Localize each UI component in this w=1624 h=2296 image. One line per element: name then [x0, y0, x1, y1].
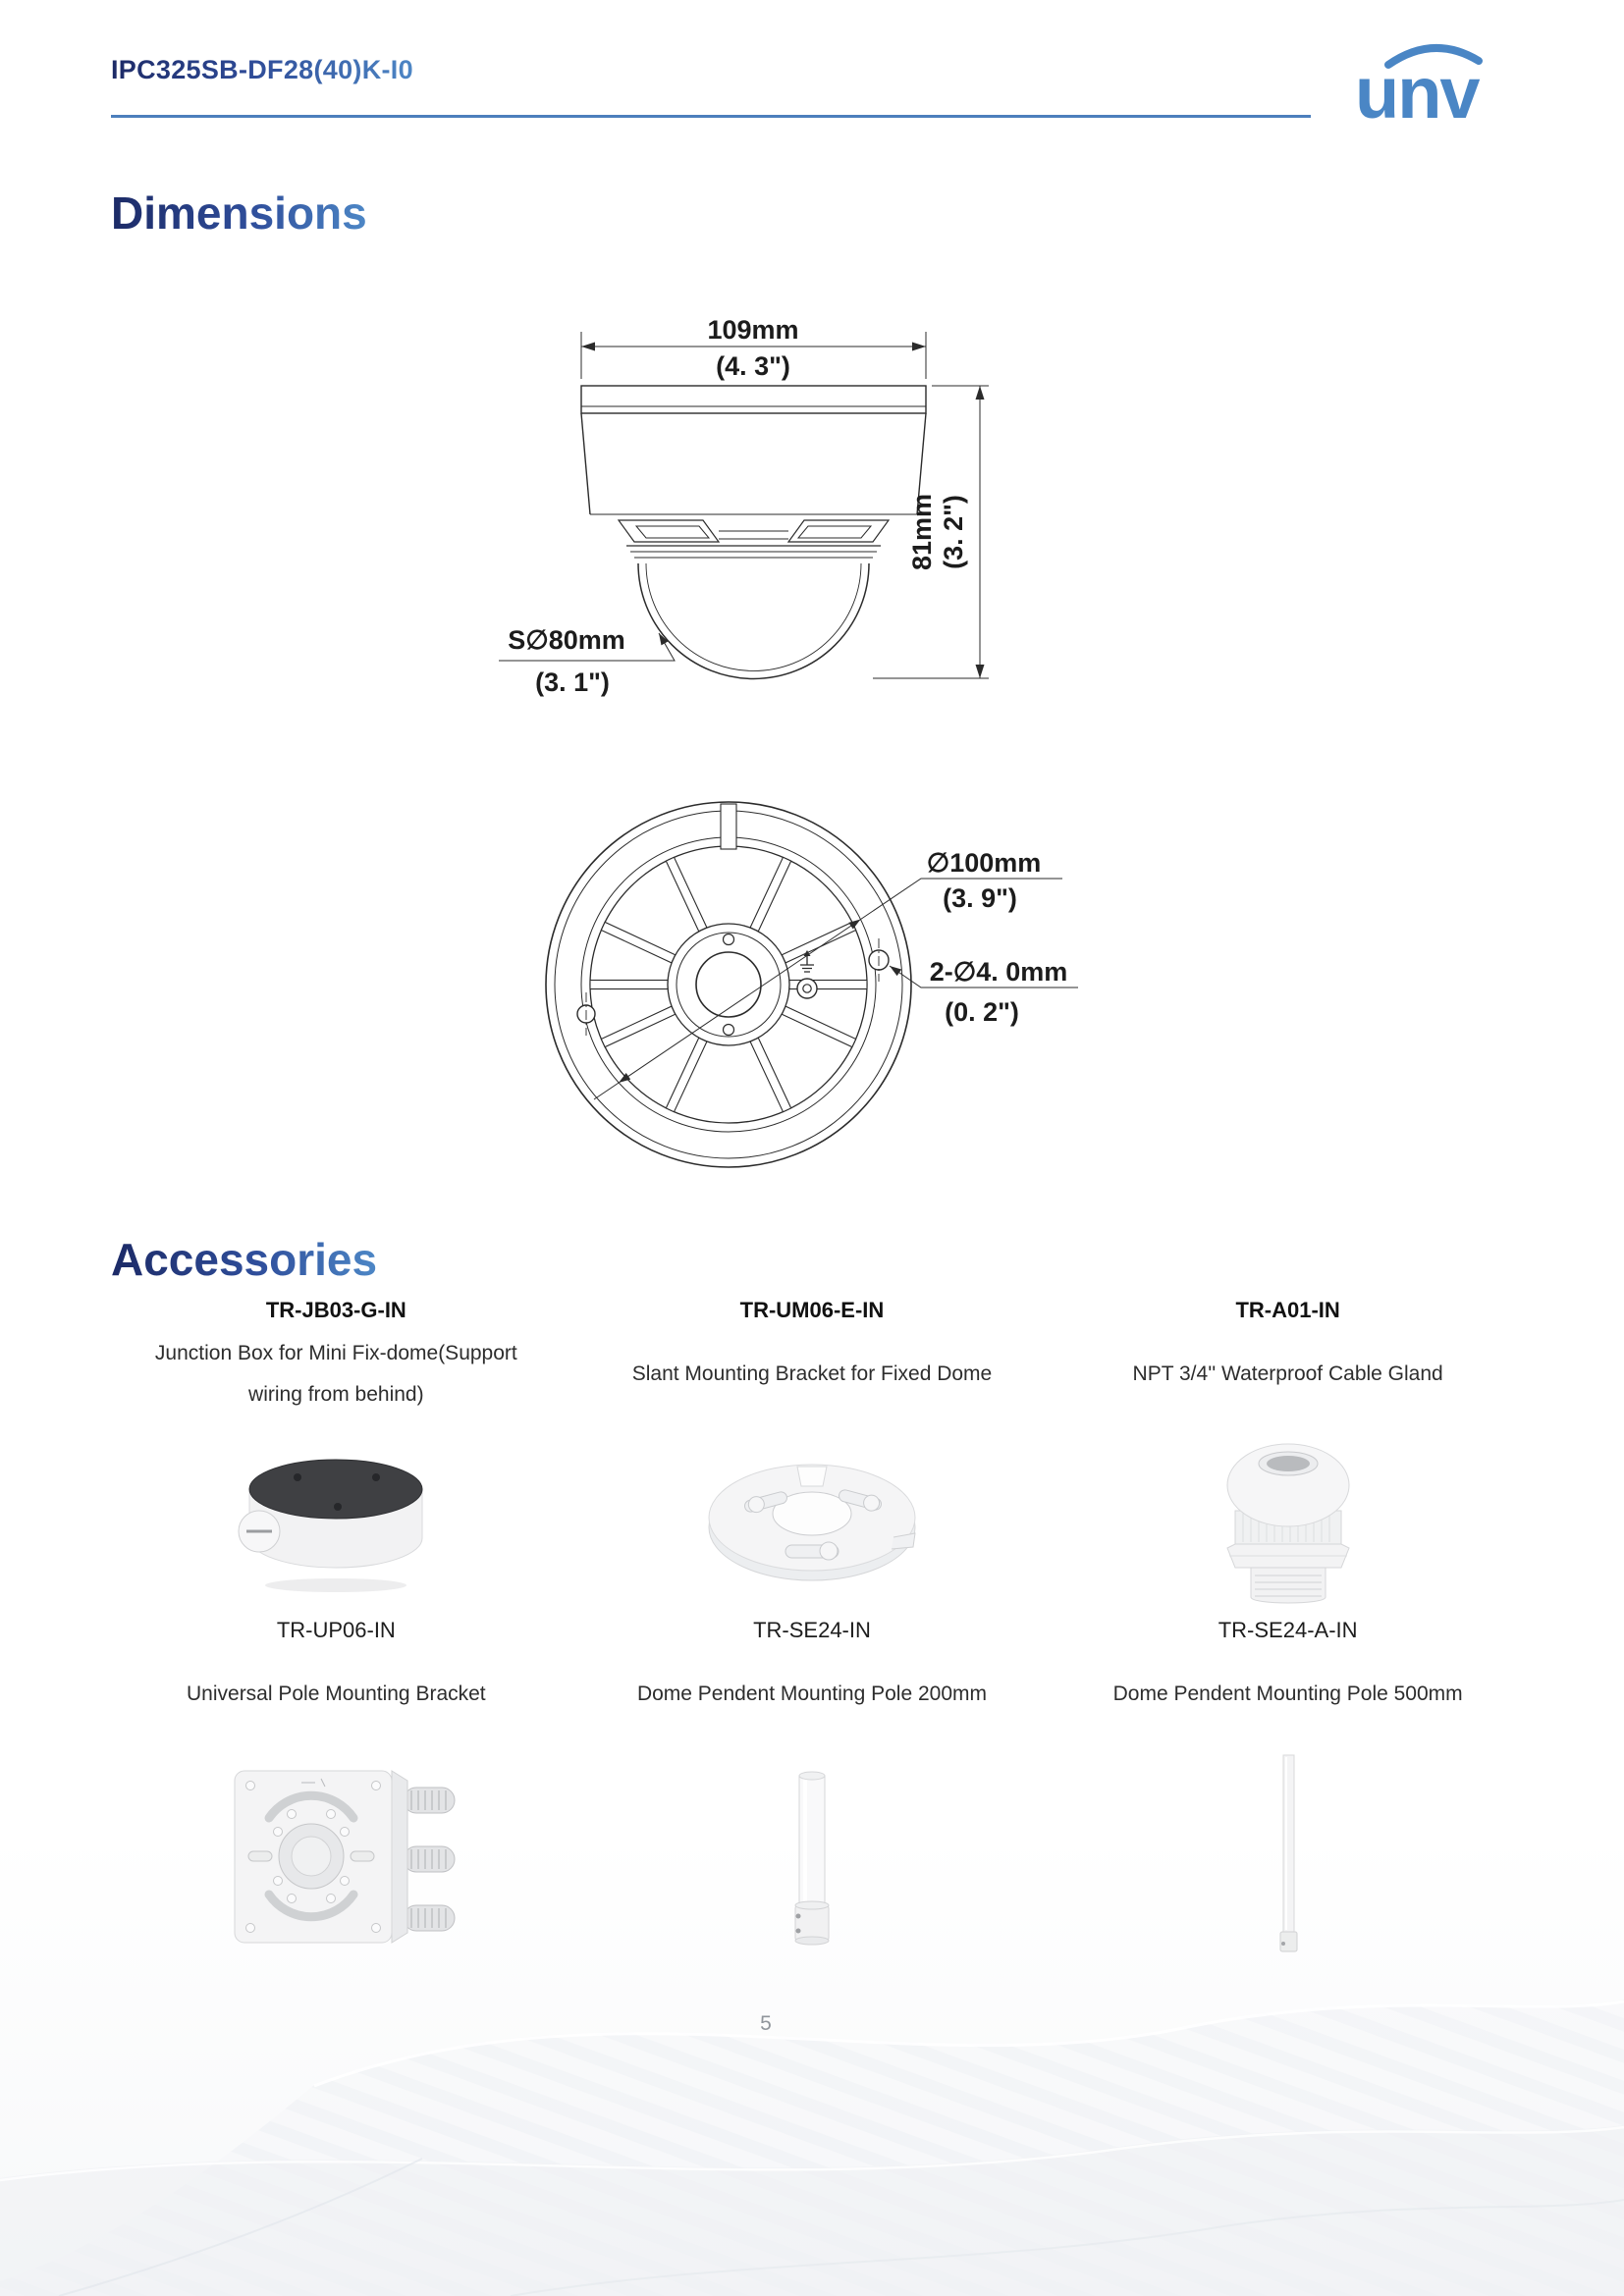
mount-holes-inches: (0. 2")	[945, 997, 1019, 1027]
accessory-card	[98, 1618, 574, 1969]
header-divider	[111, 115, 1311, 118]
dimensions-title: Dimensions	[111, 187, 367, 239]
accessory-model: TR-SE24-IN	[753, 1618, 871, 1642]
accessory-card	[574, 1298, 1051, 1617]
side-view-drawing	[471, 293, 1080, 720]
cable-gland-image	[1050, 1425, 1526, 1617]
accessory-description: Dome Pendent Mounting Pole 200mm	[636, 1682, 987, 1705]
width-dimension-inches: (4. 3")	[716, 351, 790, 381]
accessory-model: TR-A01-IN	[1235, 1298, 1340, 1322]
accessory-card	[1050, 1618, 1526, 1969]
accessory-card	[574, 1618, 1051, 1969]
unv-logo-text: unv	[1355, 52, 1479, 124]
accessories-row-2	[98, 1618, 1526, 1969]
unv-logo-icon	[1349, 33, 1514, 124]
accessory-description: Dome Pendent Mounting Pole 500mm	[1112, 1682, 1463, 1705]
accessory-model: TR-SE24-A-IN	[1218, 1618, 1358, 1642]
base-diameter-label: ∅100mm	[926, 848, 1042, 878]
height-dimension-label: 81mm	[907, 493, 937, 571]
accessories-row-1	[98, 1298, 1526, 1617]
accessory-description: Slant Mounting Bracket for Fixed Dome	[631, 1362, 993, 1385]
junction-box-image	[98, 1425, 574, 1617]
page-number: 5	[760, 2012, 772, 2035]
pole-200-image	[574, 1743, 1051, 1969]
pole-500-image	[1050, 1743, 1526, 1969]
accessory-description: Universal Pole Mounting Bracket	[187, 1682, 486, 1705]
accessory-card	[1050, 1298, 1526, 1617]
bottom-view-drawing	[520, 785, 1110, 1212]
slant-bracket-image	[574, 1425, 1051, 1617]
accessory-model: TR-JB03-G-IN	[265, 1298, 406, 1322]
height-dimension-inches: (3. 2")	[939, 495, 968, 569]
mount-holes-label: 2-∅4. 0mm	[929, 957, 1068, 987]
sphere-dimension-inches: (3. 1")	[535, 667, 610, 697]
base-diameter-inches: (3. 9")	[943, 883, 1017, 913]
pole-bracket-image	[98, 1743, 574, 1969]
accessory-card	[98, 1298, 574, 1617]
accessory-model: TR-UP06-IN	[276, 1618, 396, 1642]
width-dimension-label: 109mm	[707, 315, 799, 345]
accessory-description: Junction Box for Mini Fix-dome(Support wiring from behind)	[154, 1342, 517, 1406]
accessory-model: TR-UM06-E-IN	[739, 1298, 885, 1322]
sphere-dimension-label: S∅80mm	[508, 625, 625, 655]
accessory-description: NPT 3/4'' Waterproof Cable Gland	[1132, 1362, 1443, 1385]
accessories-title: Accessories	[111, 1234, 378, 1285]
product-model: IPC325SB-DF28(40)K-I0	[111, 55, 413, 84]
